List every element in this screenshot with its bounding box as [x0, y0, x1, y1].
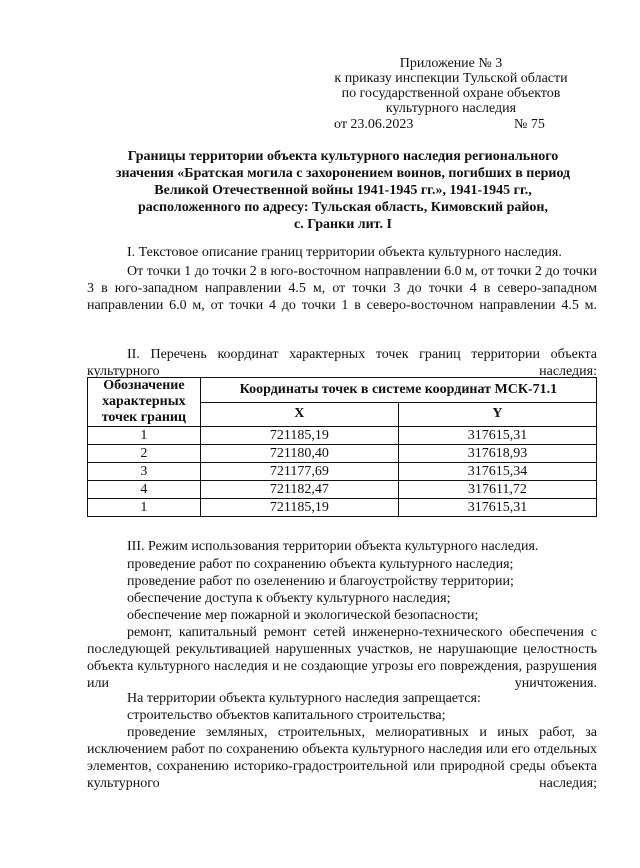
prohibited-heading: На территории объекта культурного наследия запрещается: [127, 691, 481, 706]
cell-x: 721177,69 [200, 463, 398, 481]
title-line: Великой Отечественной войны 1941-1945 гг.», 1941-1945 гг., [154, 183, 532, 198]
cell-point: 1 [88, 499, 201, 517]
appendix-line: к приказу инспекции Тульской области [334, 71, 568, 86]
coordinates-table [87, 377, 597, 517]
table-row [88, 463, 597, 481]
order-number: № 75 [514, 117, 545, 132]
order-date: от 23.06.2023 [334, 117, 414, 132]
table-row [88, 427, 597, 445]
header-coords: Координаты точек в системе координат МСК-71.1 [200, 378, 596, 403]
section3-heading: III. Режим использования территории объекта культурного наследия. [127, 539, 539, 554]
cell-y: 317618,93 [398, 445, 596, 463]
section1-heading: I. Текстовое описание границ территории объекта культурного наследия. [127, 245, 562, 260]
section1-text: От точки 1 до точки 2 в юго-восточном направлении 6.0 м, от точки 2 до точки 3 в юго-западном направлении 4.5 м, от точки 3 до точки 4 в северо-западном направлении 6.0 м, от точки 4 до точки 1 в северо-восточном направлении 4.5 м. [87, 264, 597, 313]
prohibited-item: проведение земляных, строительных, мелиоративных и иных работ, за исключением работ по сохранению объекта культурного наследия или его отдельных элементов, сохранению историко-градостроительной или природной среды объекта культурного наследия; [87, 725, 597, 791]
table-row [88, 481, 597, 499]
cell-point: 1 [88, 427, 201, 445]
title-line: с. Гранки лит. I [294, 217, 392, 232]
title-line: значения «Братская могила с захоронением воинов, погибших в период [115, 166, 571, 181]
allowed-item: обеспечение мер пожарной и экологической безопасности; [127, 608, 479, 623]
allowed-item: проведение работ по сохранению объекта культурного наследия; [127, 557, 514, 572]
allowed-item: проведение работ по озеленению и благоустройству территории; [127, 574, 514, 589]
appendix-header [320, 56, 582, 116]
appendix-line: Приложение № 3 [399, 56, 503, 71]
table-row [88, 499, 597, 517]
table-row [88, 445, 597, 463]
allowed-item: ремонт, капитальный ремонт сетей инженерно-технического обеспечения с последующей рекультивацией нарушенных участков, не нарушающие целостность объекта культурного наследия и не создающие угрозы его повреждения, разрушения или уничтожения. [87, 625, 597, 691]
cell-x: 721185,19 [200, 499, 398, 517]
section2-heading: II. Перечень координат характерных точек границ территории объекта культурного наследия: [87, 347, 597, 379]
appendix-line: по государственной охране объектов [341, 86, 561, 101]
header-point: Обозначение характерных точек границ [88, 378, 201, 427]
cell-point: 3 [88, 463, 201, 481]
header-y: Y [398, 402, 596, 427]
allowed-item: обеспечение доступа к объекту культурного наследия; [127, 591, 451, 606]
prohibited-item: строительство объектов капитального строительства; [127, 708, 446, 723]
cell-x: 721182,47 [200, 481, 398, 499]
cell-y: 317611,72 [398, 481, 596, 499]
document-title [100, 148, 586, 233]
title-line: расположенного по адресу: Тульская область, Кимовский район, [137, 200, 548, 215]
appendix-line: культурного наследия [385, 101, 517, 116]
cell-point: 2 [88, 445, 201, 463]
cell-y: 317615,34 [398, 463, 596, 481]
header-x: X [200, 402, 398, 427]
cell-x: 721180,40 [200, 445, 398, 463]
cell-y: 317615,31 [398, 427, 596, 445]
cell-x: 721185,19 [200, 427, 398, 445]
cell-y: 317615,31 [398, 499, 596, 517]
cell-point: 4 [88, 481, 201, 499]
title-line: Границы территории объекта культурного наследия регионального [127, 149, 559, 164]
